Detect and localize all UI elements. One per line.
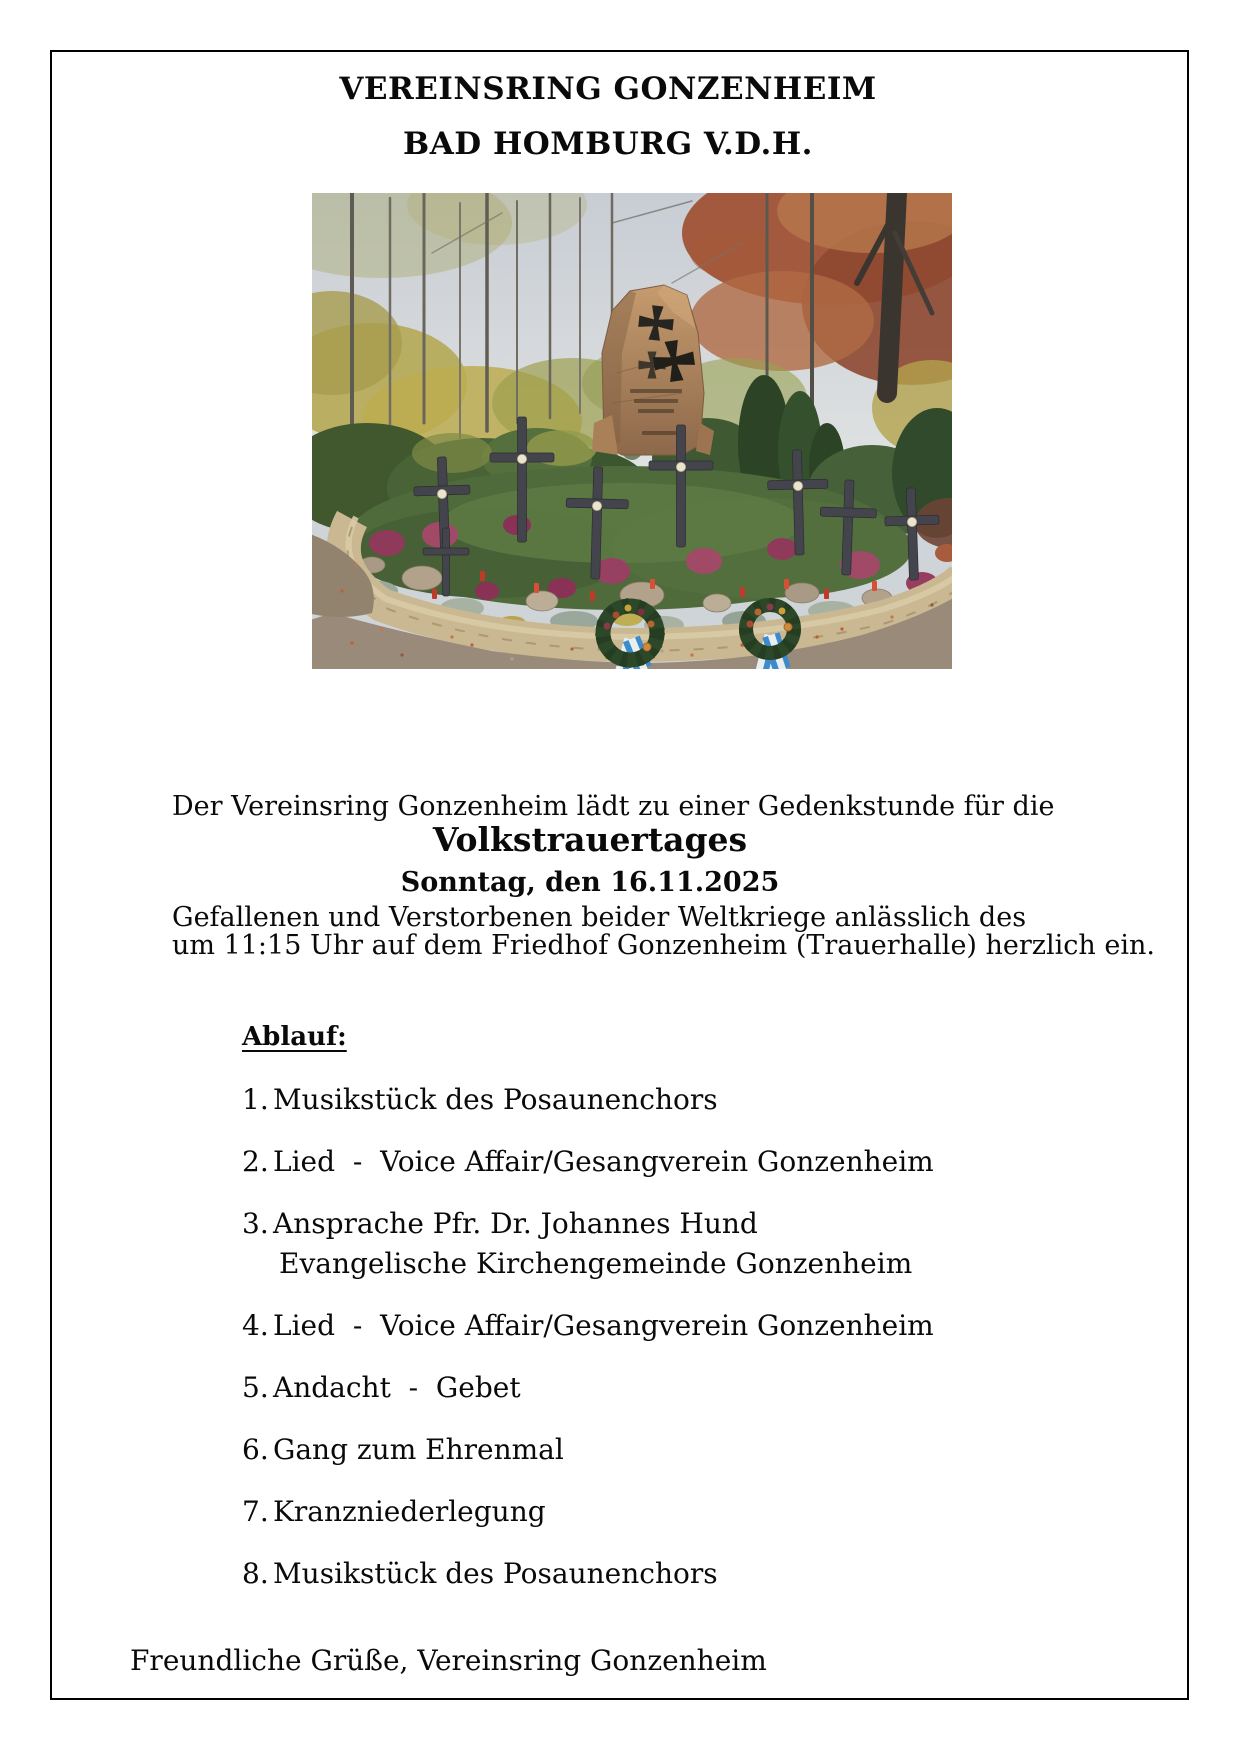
agenda-item-number: 2. — [242, 1145, 269, 1178]
closing-line: Freundliche Grüße, Vereinsring Gonzenheim — [130, 1644, 767, 1677]
agenda-item-text: Ansprache Pfr. Dr. Johannes Hund Evangelische Kirchengemeinde Gonzenheim — [273, 1207, 913, 1280]
agenda-item — [242, 1080, 1042, 1120]
agenda-item — [242, 1306, 1042, 1346]
agenda-item-text: Lied - Voice Affair/Gesangverein Gonzenheim — [273, 1145, 934, 1178]
agenda-item — [242, 1142, 1042, 1182]
agenda-item-text: Musikstück des Posaunenchors — [273, 1557, 718, 1590]
title-line-2: BAD HOMBURG V.D.H. — [403, 126, 813, 162]
event-title: Volkstrauertages — [432, 820, 748, 859]
agenda-item — [242, 1554, 1042, 1594]
agenda-heading: Ablauf: — [242, 1022, 347, 1052]
title-line-1: VEREINSRING GONZENHEIM — [339, 71, 877, 107]
agenda-item-number: 6. — [242, 1433, 269, 1466]
agenda-item — [242, 1204, 1042, 1284]
agenda-item-text: Andacht - Gebet — [273, 1371, 521, 1404]
memorial-photo — [312, 193, 952, 669]
intro-paragraph — [172, 714, 1054, 1010]
agenda-item-number: 7. — [242, 1495, 269, 1528]
memorial-photo-image — [312, 193, 952, 669]
agenda-item-text: Musikstück des Posaunenchors — [273, 1083, 718, 1116]
intro-line-2: Gefallenen und Verstorbenen beider Weltkriege anlässlich des — [172, 902, 1027, 933]
agenda-item-number: 4. — [242, 1309, 269, 1342]
agenda-item-text: Kranzniederlegung — [273, 1495, 546, 1528]
agenda-item-number: 5. — [242, 1371, 269, 1404]
event-date: Sonntag, den 16.11.2025 — [400, 867, 780, 898]
agenda-item — [242, 1492, 1042, 1532]
agenda-item — [242, 1430, 1042, 1470]
agenda-item-text: Lied - Voice Affair/Gesangverein Gonzenheim — [273, 1309, 934, 1342]
agenda-item-number: 3. — [242, 1207, 269, 1240]
intro-line-1: Der Vereinsring Gonzenheim lädt zu einer Gedenkstunde für die — [172, 791, 1055, 822]
agenda-item-text: Gang zum Ehrenmal — [273, 1433, 564, 1466]
page-title — [0, 62, 1216, 172]
agenda-item — [242, 1368, 1042, 1408]
agenda-item-number: 1. — [242, 1083, 269, 1116]
agenda-list — [242, 1080, 1042, 1616]
event-details: um 11:15 Uhr auf dem Friedhof Gonzenheim (Trauerhalle) herzlich ein. — [172, 930, 1155, 961]
agenda-item-number: 8. — [242, 1557, 269, 1590]
